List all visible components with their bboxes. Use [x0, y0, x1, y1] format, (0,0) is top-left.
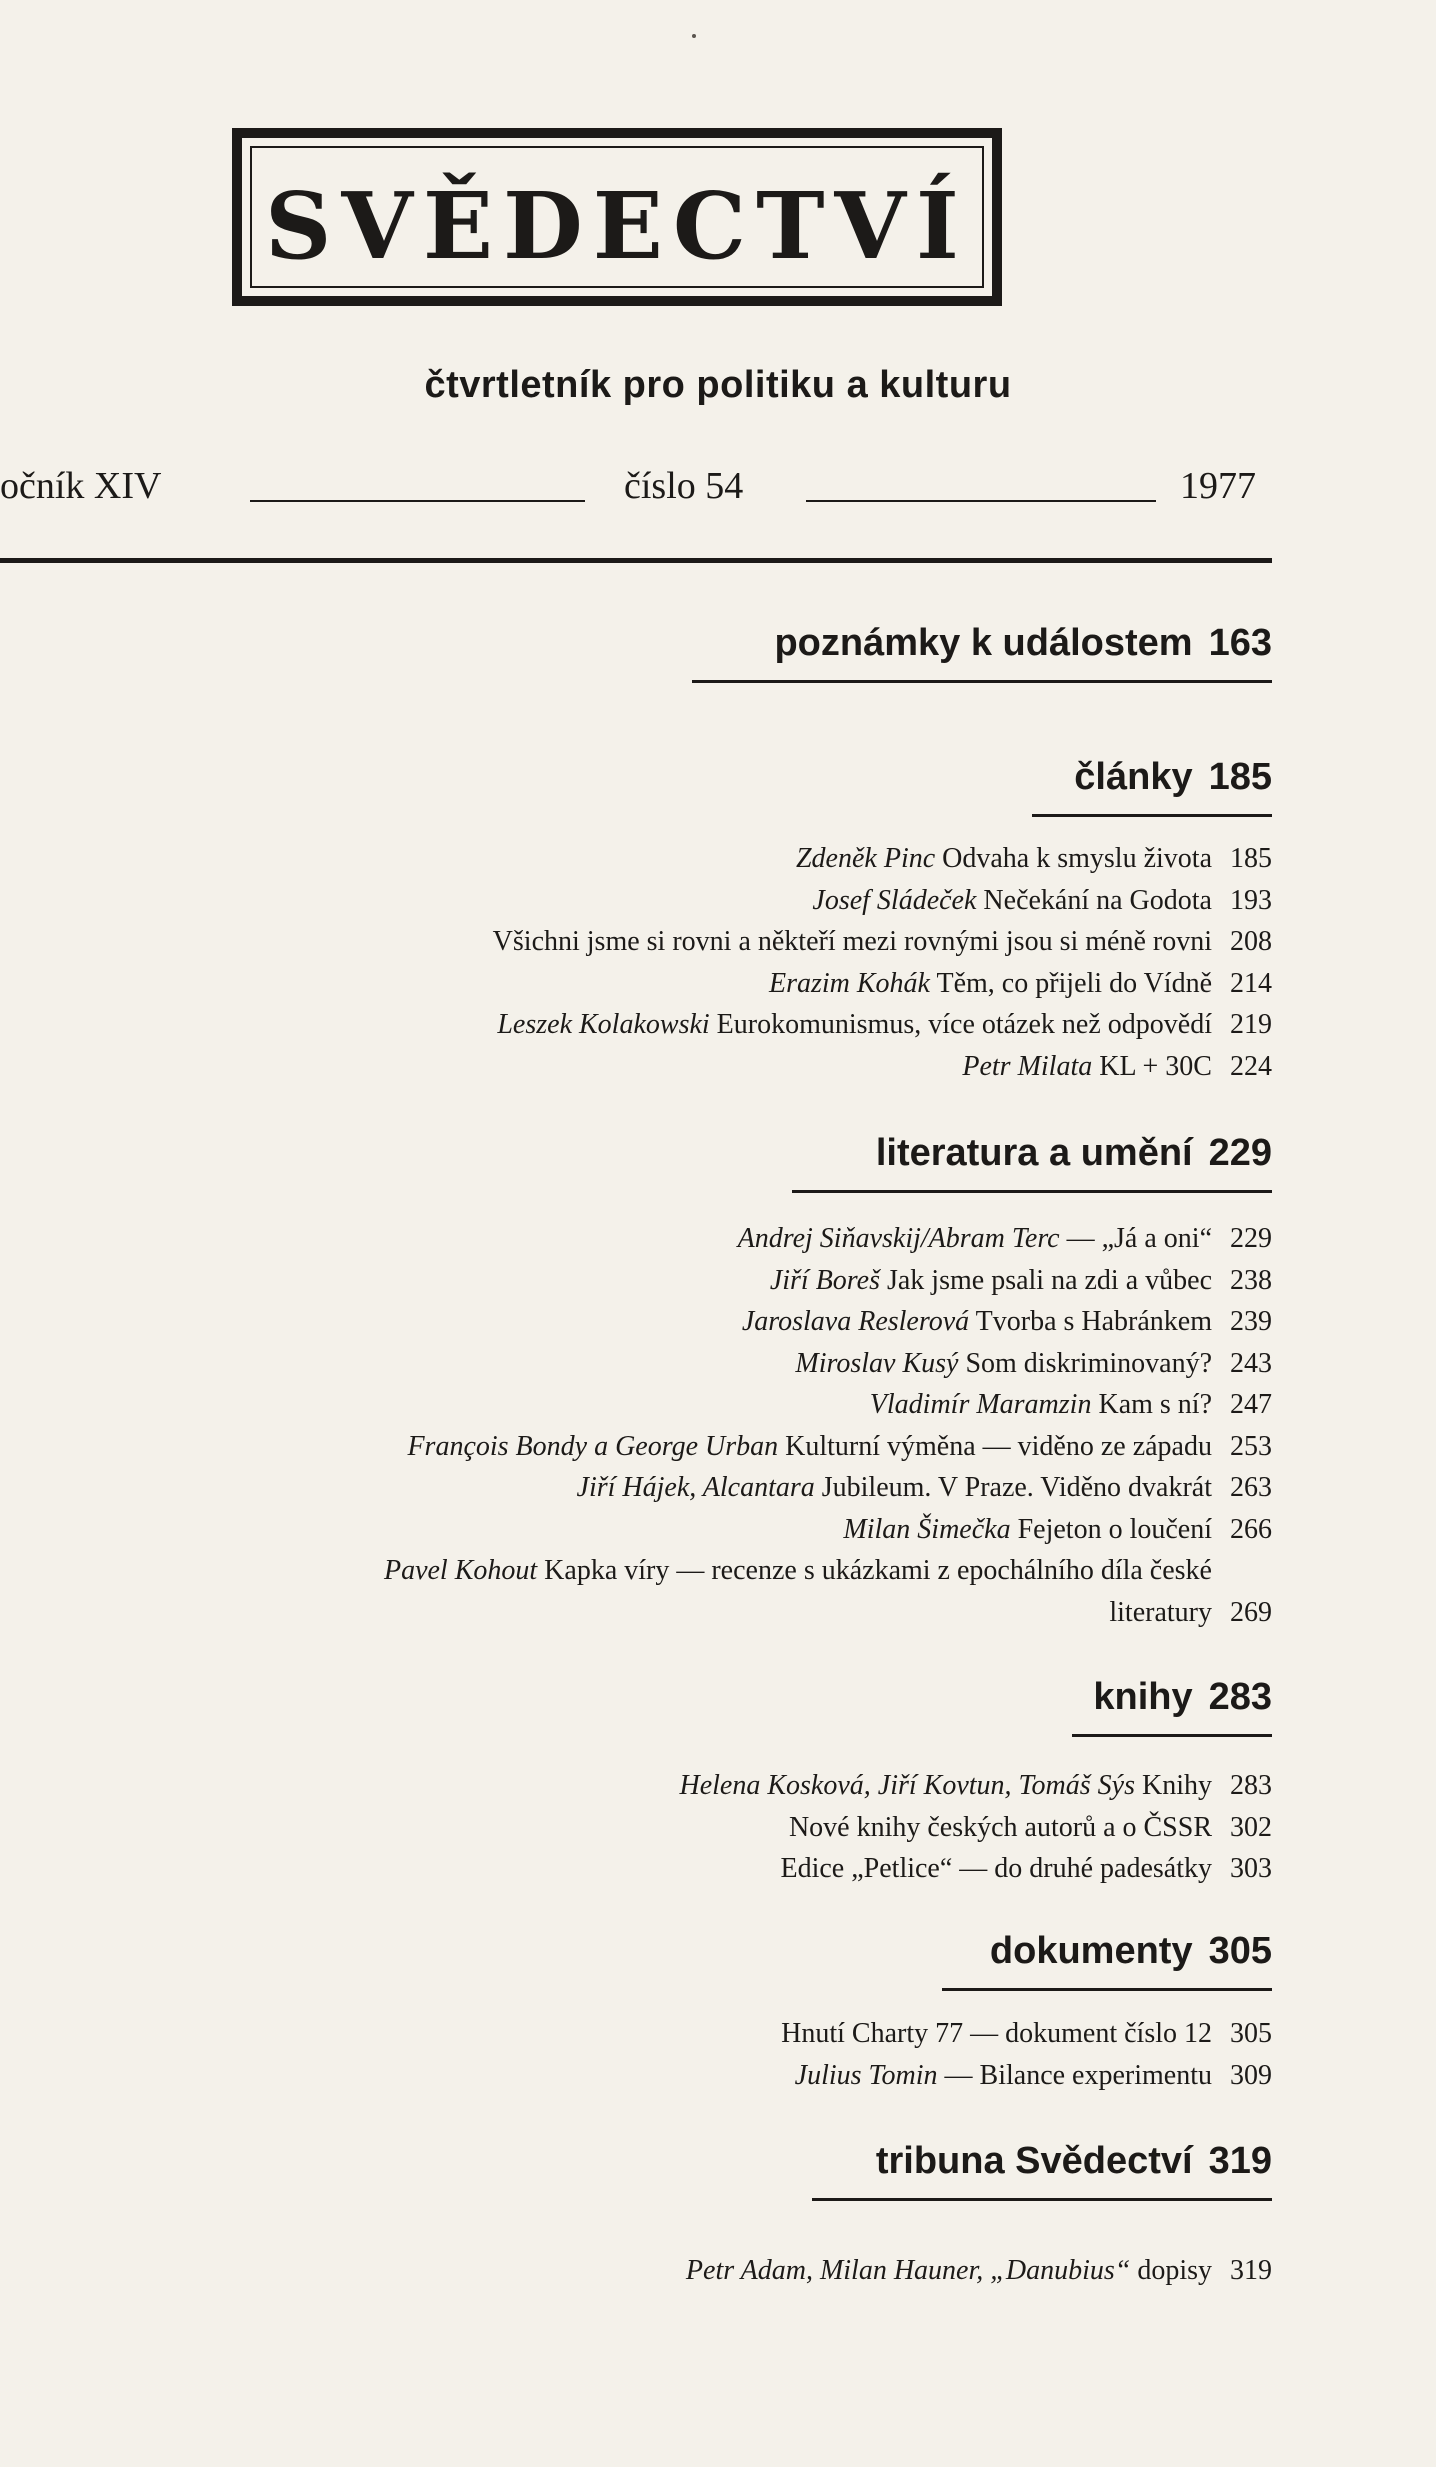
toc-entry-continuation: [12, 1592, 1272, 1634]
entry-author: Miroslav Kusý: [795, 1347, 959, 1379]
toc-entry: [12, 1807, 1272, 1849]
entry-page: 243: [1230, 1347, 1272, 1379]
section-rule: [792, 1190, 1272, 1193]
section-title: dokumenty: [989, 1930, 1193, 1972]
entry-title: Kulturní výměna — viděno ze západu: [785, 1430, 1212, 1462]
section-heading: [1074, 756, 1272, 799]
entry-title: Všichni jsme si rovni a někteří mezi rovnými jsou si méně rovni: [492, 926, 1212, 957]
section-title: poznámky k událostem: [774, 622, 1193, 664]
section-rule: [942, 1988, 1272, 1991]
entry-title: Jak jsme psali na zdi a vůbec: [886, 1264, 1212, 1296]
journal-title: SVĚDECTVÍ: [265, 172, 969, 280]
section-rule: [1032, 814, 1272, 817]
header-divider: [0, 558, 1272, 563]
entry-author: Jiří Boreš: [769, 1264, 880, 1296]
section-title: články: [1074, 756, 1193, 798]
entry-page: 253: [1230, 1430, 1272, 1462]
volume-label: očník XIV: [0, 465, 162, 507]
entry-page: 305: [1230, 2018, 1272, 2049]
paper-speck: [692, 34, 696, 38]
entry-author: Andrej Siňavskij/Abram Terc: [737, 1223, 1060, 1254]
entry-page: 283: [1230, 1770, 1272, 1801]
toc-entry: [12, 921, 1272, 963]
section-entry-list: [12, 838, 1272, 1087]
section-page: 305: [1208, 1930, 1272, 1972]
entry-page: 185: [1230, 843, 1272, 874]
masthead-frame: [232, 128, 1002, 306]
section-title: literatura a umění: [875, 1132, 1193, 1174]
entry-page: 224: [1230, 1050, 1272, 1082]
section-heading: [876, 2140, 1272, 2183]
section-page: 185: [1208, 756, 1272, 798]
entry-page: 208: [1230, 926, 1272, 957]
entry-page: 229: [1230, 1223, 1272, 1254]
entry-page: 219: [1230, 1009, 1272, 1040]
entry-title: Nové knihy českých autorů a o ČSSR: [788, 1811, 1212, 1843]
entry-title: Fejeton o loučení: [1017, 1513, 1212, 1545]
entry-page: 309: [1230, 2059, 1272, 2091]
entry-title: — Bilance experimentu: [944, 2059, 1212, 2091]
section-entry-list: [12, 2013, 1272, 2096]
entry-author: Josef Sládeček: [812, 884, 977, 916]
toc-entry: [12, 1384, 1272, 1426]
section-heading: [774, 622, 1272, 665]
entry-title: dopisy: [1137, 2255, 1212, 2286]
entry-title: Hnutí Charty 77 — dokument číslo 12: [781, 2018, 1212, 2049]
toc-entry: [12, 1260, 1272, 1302]
entry-author: Helena Kosková, Jiří Kovtun, Tomáš Sýs: [679, 1770, 1135, 1801]
entry-page: 193: [1230, 884, 1272, 916]
section-title: tribuna Svědectví: [875, 2140, 1193, 2182]
entry-author: Jaroslava Reslerová: [741, 1306, 970, 1337]
entry-author: Jiří Hájek, Alcantara: [576, 1472, 815, 1503]
section-rule: [1072, 1734, 1272, 1737]
toc-entry: [12, 963, 1272, 1005]
entry-author: Julius Tomin: [794, 2059, 938, 2091]
entry-author: François Bondy a George Urban: [407, 1430, 779, 1462]
section-entry-list: [12, 1765, 1272, 1890]
toc-entry: [12, 1046, 1272, 1088]
section-entry-list: [12, 1218, 1272, 1633]
section-page: 163: [1208, 622, 1272, 664]
entry-title: Edice „Petlice“ — do druhé padesátky: [780, 1853, 1212, 1884]
entry-author: Petr Adam, Milan Hauner, „Danubius“: [685, 2255, 1131, 2286]
masthead-inner-frame: [250, 146, 984, 288]
entry-title: Tvorba s Habránkem: [975, 1306, 1212, 1337]
toc-entry: [12, 1343, 1272, 1385]
entry-title: Odvaha k smyslu života: [942, 843, 1212, 874]
toc-entry: [12, 838, 1272, 880]
issue-info-row: [0, 464, 1270, 520]
toc-entry: [12, 1765, 1272, 1807]
entry-title: KL + 30C: [1099, 1050, 1212, 1082]
entry-title: Eurokomunismus, více otázek než odpovědí: [716, 1009, 1212, 1040]
entry-title-continuation: literatury: [1109, 1596, 1212, 1628]
toc-entry: [12, 1301, 1272, 1343]
toc-entry: [12, 1218, 1272, 1260]
entry-title: Nečekání na Godota: [983, 884, 1212, 916]
entry-title: — „Já a oni“: [1066, 1223, 1212, 1254]
section-heading: [1093, 1676, 1272, 1719]
section-heading: [876, 1132, 1272, 1175]
section-title: knihy: [1093, 1676, 1193, 1718]
entry-author: Zdeněk Pinc: [795, 843, 936, 874]
entry-title: Těm, co přijeli do Vídně: [936, 967, 1212, 999]
entry-author: Pavel Kohout: [383, 1555, 538, 1586]
section-rule: [692, 680, 1272, 683]
issue-year: 1977: [1180, 465, 1256, 507]
entry-page: 263: [1230, 1472, 1272, 1503]
section-rule: [812, 2198, 1272, 2201]
toc-entry: [12, 1509, 1272, 1551]
section-page: 319: [1208, 2140, 1272, 2182]
toc-entry: [12, 2013, 1272, 2055]
entry-page: 239: [1230, 1306, 1272, 1337]
issue-number: číslo 54: [624, 465, 744, 507]
toc-entry: [12, 2250, 1272, 2292]
issue-rule-right: [806, 500, 1156, 502]
issue-rule-left: [250, 500, 585, 502]
toc-entry: [12, 1467, 1272, 1509]
entry-page: 303: [1230, 1853, 1272, 1884]
entry-title: Kam s ní?: [1098, 1389, 1212, 1420]
section-page: 229: [1208, 1132, 1272, 1174]
toc-entry: [12, 1426, 1272, 1468]
toc-entry: [12, 1004, 1272, 1046]
toc-entry: [12, 2055, 1272, 2097]
section-heading: [990, 1930, 1272, 1973]
entry-author: Petr Milata: [962, 1050, 1093, 1082]
entry-page: 302: [1230, 1811, 1272, 1843]
toc-entry: [12, 1550, 1272, 1592]
entry-author: Vladimír Maramzin: [869, 1389, 1092, 1420]
entry-page: 247: [1230, 1389, 1272, 1420]
entry-title: Knihy: [1142, 1770, 1212, 1801]
entry-page: 269: [1230, 1596, 1272, 1628]
entry-title: Som diskriminovaný?: [965, 1347, 1212, 1379]
entry-title: Kapka víry — recenze s ukázkami z epochálního díla české: [544, 1555, 1212, 1586]
entry-author: Milan Šimečka: [843, 1513, 1011, 1545]
section-page: 283: [1208, 1676, 1272, 1718]
entry-page: 319: [1230, 2255, 1272, 2286]
journal-subtitle: čtvrtletník pro politiku a kulturu: [424, 364, 1012, 406]
section-entry-list: [12, 2250, 1272, 2292]
entry-page: 266: [1230, 1513, 1272, 1545]
toc-entry: [12, 880, 1272, 922]
toc-entry: [12, 1848, 1272, 1890]
entry-author: Leszek Kolakowski: [497, 1009, 710, 1040]
entry-page: 238: [1230, 1264, 1272, 1296]
entry-author: Erazim Kohák: [768, 967, 930, 999]
entry-page: 214: [1230, 967, 1272, 999]
entry-title: Jubileum. V Praze. Viděno dvakrát: [821, 1472, 1212, 1503]
